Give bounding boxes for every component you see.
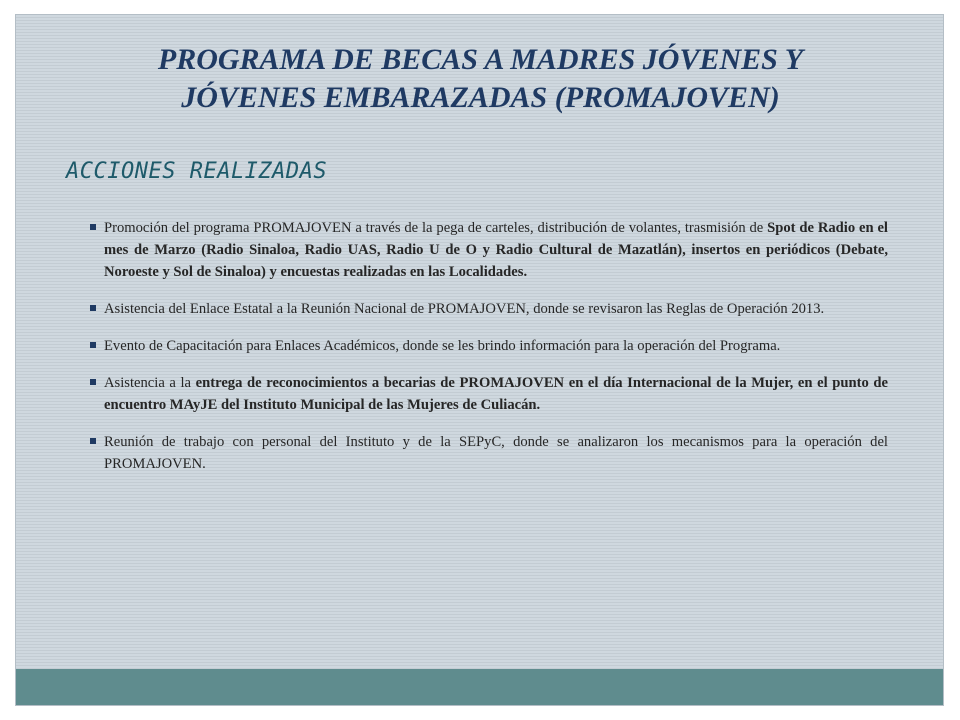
list-item bbox=[88, 217, 888, 283]
slide-title-line-1: PROGRAMA DE BECAS A MADRES JÓVENES Y bbox=[157, 43, 804, 76]
slide-title-line-2: JÓVENES EMBARAZADAS (PROMAJOVEN) bbox=[181, 81, 780, 114]
item-text: Asistencia del Enlace Estatal a la Reunión Nacional de PROMAJOVEN, donde se revisaron las Reglas de Operación 2013. bbox=[104, 301, 825, 317]
item-text-bold: entrega de reconocimientos a becarias de PROMAJOVEN en el día Internacional de la Mujer, en el punto de encuentro MAyJE del Instituto Municipal de las Mujeres de Culiacán. bbox=[104, 375, 888, 413]
slide-title bbox=[56, 41, 905, 117]
item-text: Reunión de trabajo con personal del Instituto y de la SEPyC, donde se analizaron los mecanismos para la operación del PROMAJOVEN. bbox=[104, 434, 888, 472]
square-bullet-icon bbox=[90, 224, 96, 230]
actions-list bbox=[88, 217, 888, 490]
item-text: Promoción del programa PROMAJOVEN a través de la pega de carteles, distribución de volantes, trasmisión de bbox=[104, 220, 768, 236]
item-text: Asistencia a la bbox=[104, 375, 196, 391]
square-bullet-icon bbox=[90, 379, 96, 385]
square-bullet-icon bbox=[90, 438, 96, 444]
section-heading: ACCIONES REALIZADAS bbox=[66, 159, 328, 184]
list-item bbox=[88, 335, 888, 357]
list-item bbox=[88, 372, 888, 416]
footer-band bbox=[16, 669, 943, 705]
item-text-bold: Spot de Radio en el mes de Marzo (Radio Sinaloa, Radio UAS, Radio U de O y Radio Cultural de Mazatlán), insertos en periódicos (Debate, Noroeste y Sol de Sinaloa) y encuestas realizadas en las Localidades. bbox=[104, 220, 888, 280]
square-bullet-icon bbox=[90, 305, 96, 311]
item-text: Evento de Capacitación para Enlaces Académicos, donde se les brindo información para la operación del Programa. bbox=[104, 338, 781, 354]
list-item bbox=[88, 298, 888, 320]
square-bullet-icon bbox=[90, 342, 96, 348]
list-item bbox=[88, 431, 888, 475]
slide bbox=[15, 14, 944, 706]
